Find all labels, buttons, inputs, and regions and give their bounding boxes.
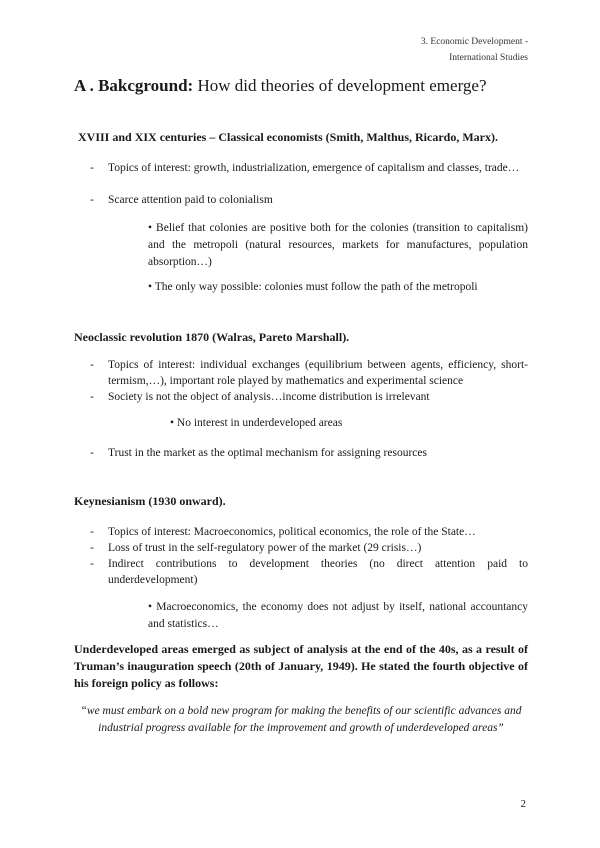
- list-item: [90, 540, 528, 556]
- dash-marker: -: [90, 526, 94, 538]
- dash-marker: -: [90, 391, 94, 403]
- list-item-text: Trust in the market as the optimal mechanism for assigning resources: [108, 447, 427, 459]
- bullet-item: • No interest in underdeveloped areas: [170, 417, 343, 429]
- dash-marker: -: [90, 359, 94, 371]
- list-item: [90, 192, 528, 208]
- classical-heading: XVIII and XIX centuries – Classical economists (Smith, Malthus, Ricardo, Marx).: [78, 130, 498, 144]
- truman-quote: “we must embark on a bold new program for making the benefits of our scientific advances and industrial progress available for the improvement and growth of underdeveloped areas”: [80, 705, 522, 734]
- list-item-text: Topics of interest: Macroeconomics, political economics, the role of the State…: [108, 526, 476, 538]
- title-question: How did theories of development emerge?: [197, 76, 487, 95]
- list-item: [90, 556, 528, 588]
- dash-marker: -: [90, 558, 94, 570]
- bullet-item: • Macroeconomics, the economy does not adjust by itself, national accountancy and statistics…: [148, 601, 528, 630]
- list-item: [90, 524, 528, 540]
- header-line-2: International Studies: [449, 53, 528, 63]
- dash-marker: -: [90, 194, 94, 206]
- bullet-item: • The only way possible: colonies must follow the path of the metropoli: [148, 281, 478, 293]
- running-header: [328, 34, 528, 66]
- list-item-text: Society is not the object of analysis…income distribution is irrelevant: [108, 391, 430, 403]
- header-line-1: 3. Economic Development -: [420, 37, 528, 47]
- list-item-text: Scarce attention paid to colonialism: [108, 194, 273, 206]
- page-number: 2: [520, 798, 526, 810]
- dash-marker: -: [90, 162, 94, 174]
- list-item-text: Topics of interest: individual exchanges (equilibrium between agents, efficiency, short- termism,…), important role played by mathematics and experimental science: [108, 359, 528, 387]
- keynesianism-heading: Keynesianism (1930 onward).: [74, 494, 226, 508]
- list-item: [90, 389, 528, 405]
- truman-paragraph: Underdeveloped areas emerged as subject of analysis at the end of the 40s, as a result of Truman’s inauguration speech (20th of January, 1949). He stated the fourth objective of his foreign policy as follows:: [74, 642, 528, 690]
- dash-marker: -: [90, 447, 94, 459]
- list-item-text: Indirect contributions to development theories (no direct attention paid to underdevelopment): [108, 558, 528, 586]
- section-title: [74, 76, 487, 96]
- neoclassic-heading: Neoclassic revolution 1870 (Walras, Pareto Marshall).: [74, 330, 350, 344]
- list-item-text: Topics of interest: growth, industrialization, emergence of capitalism and classes, trade…: [108, 162, 520, 174]
- list-item: [90, 357, 528, 389]
- list-item: [90, 160, 528, 176]
- dash-marker: -: [90, 542, 94, 554]
- list-item: [90, 445, 528, 461]
- list-item-text: Loss of trust in the self-regulatory power of the market (29 crisis…): [108, 542, 422, 554]
- bullet-item: • Belief that colonies are positive both for the colonies (transition to capitalism) and the metropoli (natural resources, markets for manufactures, population absorption…): [148, 222, 528, 268]
- title-label: A . Bakcground:: [74, 76, 194, 95]
